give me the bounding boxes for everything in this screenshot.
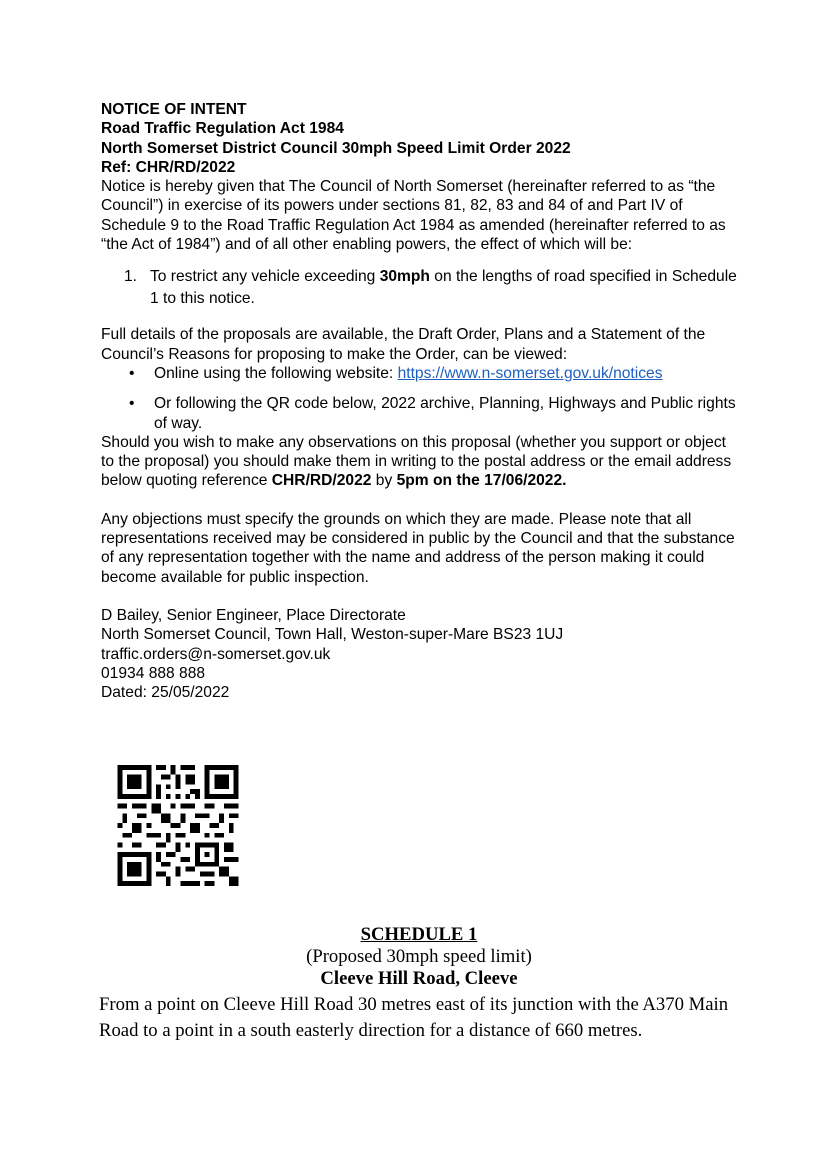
observations-by: by bbox=[371, 472, 397, 490]
observations-text: Should you wish to make any observations on this proposal (whether you support or object to the proposal) you should make them in writing to the postal address or the email address below quoting reference bbox=[101, 433, 732, 490]
schedule-road: Cleeve Hill Road, Cleeve bbox=[320, 968, 518, 989]
item-text-pre: To restrict any vehicle exceeding bbox=[150, 268, 380, 286]
bullet-icon: • bbox=[129, 364, 135, 382]
notices-link[interactable]: https://www.n-somerset.gov.uk/notices bbox=[397, 364, 663, 382]
speed-limit-value: 30mph bbox=[379, 268, 430, 286]
bullet-icon: • bbox=[129, 395, 135, 413]
bullet-text: Online using the following website: bbox=[154, 364, 398, 382]
contact-name: D Bailey, Senior Engineer, Place Directorate bbox=[101, 606, 406, 624]
list-item bbox=[101, 364, 741, 383]
contact-address: North Somerset Council, Town Hall, Weston-super-Mare BS23 1UJ bbox=[101, 626, 564, 644]
dated-line: Dated: 25/05/2022 bbox=[101, 684, 230, 702]
effects-list bbox=[101, 266, 741, 309]
item-text-post: on the lengths of road specified in Schedule 1 to this notice. bbox=[150, 268, 737, 307]
contact-phone: 01934 888 888 bbox=[101, 664, 206, 682]
schedule-section bbox=[99, 924, 739, 1044]
intro-paragraph: Notice is hereby given that The Council of North Somerset (hereinafter referred to as “the Council”) in exercise of its powers under sections 81, 82, 83 and 84 of and Part IV of Schedule 9 to the Road Traffic Regulation Act 1984 as amended (hereinafter referred to as “the Act of 1984”) and of all other enabling powers, the effect of which will be: bbox=[101, 178, 726, 254]
contact-email: traffic.orders@n-somerset.gov.uk bbox=[101, 645, 331, 663]
act-heading: Road Traffic Regulation Act 1984 bbox=[101, 120, 344, 138]
details-paragraph: Full details of the proposals are available, the Draft Order, Plans and a Statement of the Council’s Reasons for proposing to make the Order, can be viewed: bbox=[101, 326, 706, 363]
qr-code-icon[interactable] bbox=[116, 765, 240, 886]
notice-body bbox=[101, 100, 741, 702]
order-heading: North Somerset District Council 30mph Speed Limit Order 2022 bbox=[101, 139, 571, 157]
list-item bbox=[101, 266, 741, 309]
observations-paragraph bbox=[101, 433, 741, 491]
reference-heading: Ref: CHR/RD/2022 bbox=[101, 158, 236, 176]
objections-paragraph: Any objections must specify the grounds on which they are made. Please note that all representations received may be considered in public by the Council and that the substance of any representation together with the name and address of the person making it could become available for public inspection. bbox=[101, 510, 735, 586]
schedule-title: SCHEDULE 1 bbox=[360, 924, 478, 945]
list-item bbox=[101, 394, 741, 433]
notice-title: NOTICE OF INTENT bbox=[101, 101, 247, 118]
schedule-subtitle: (Proposed 30mph speed limit) bbox=[306, 946, 532, 967]
reference-code: CHR/RD/2022 bbox=[271, 472, 372, 490]
list-number: 1. bbox=[124, 268, 138, 286]
viewing-options-list bbox=[101, 364, 741, 433]
bullet-text: Or following the QR code below, 2022 archive, Planning, Highways and Public rights of way. bbox=[154, 395, 736, 432]
deadline: 5pm on the 17/06/2022. bbox=[396, 472, 567, 490]
schedule-description: From a point on Cleeve Hill Road 30 metres east of its junction with the A370 Main Road to a point in a south easterly direction for a distance of 660 metres. bbox=[99, 994, 729, 1041]
